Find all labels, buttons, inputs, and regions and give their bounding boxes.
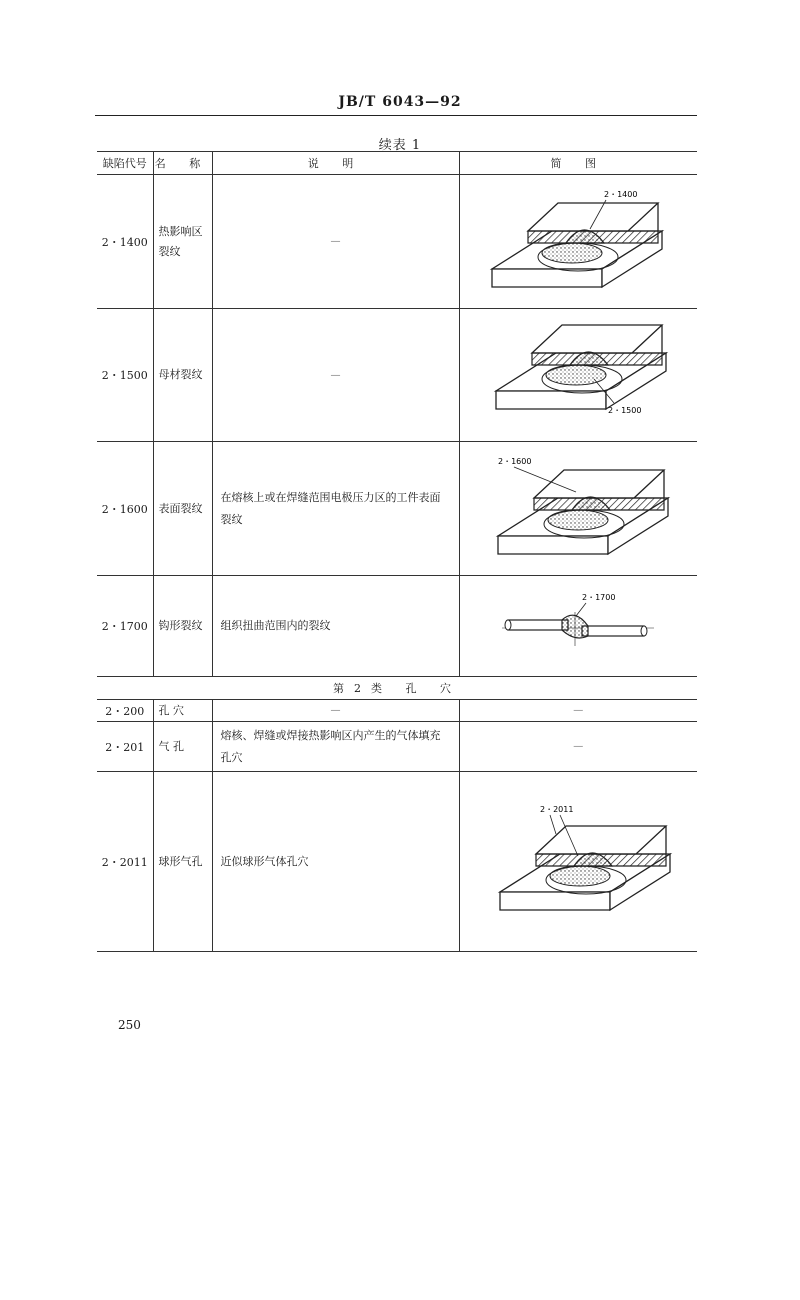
defect-description: 组织扭曲范围内的裂纹 (212, 576, 459, 677)
defect-code: 2・1600 (97, 442, 153, 576)
weld-sketch-image (478, 800, 678, 920)
table-row (97, 772, 697, 952)
header-rule (95, 115, 697, 116)
defect-sketch: — (459, 700, 697, 722)
defect-description: — (212, 700, 459, 722)
defect-sketch: — (459, 722, 697, 772)
defect-sketch (459, 175, 697, 309)
defect-description: 近似球形气体孔穴 (212, 772, 459, 952)
section-header-row (97, 677, 697, 700)
sketch-label: 2・2011 (540, 805, 574, 814)
defect-description: 熔核、焊缝或焊接热影响区内产生的气体填充孔穴 (212, 722, 459, 772)
table-row (97, 722, 697, 772)
defect-table (97, 151, 697, 952)
defect-code: 2・1700 (97, 576, 153, 677)
defect-description: 在熔核上或在焊缝范围电极压力区的工件表面裂纹 (212, 442, 459, 576)
defect-code: 2・201 (97, 722, 153, 772)
weld-sketch-image (478, 319, 678, 429)
defect-code: 2・1500 (97, 309, 153, 442)
column-header-desc: 说 明 (212, 152, 459, 175)
defect-sketch (459, 772, 697, 952)
defect-code: 2・200 (97, 700, 153, 722)
column-header-code: 缺陷代号 (97, 152, 153, 175)
defect-sketch (459, 309, 697, 442)
sketch-label: 2・1700 (582, 592, 616, 602)
defect-code: 2・1400 (97, 175, 153, 309)
column-header-sketch: 简 图 (459, 152, 697, 175)
defect-sketch (459, 576, 697, 677)
table-caption: 续表 1 (378, 138, 422, 153)
weld-sketch-image (478, 185, 678, 295)
defect-description: — (212, 175, 459, 309)
table-row (97, 175, 697, 309)
table-row (97, 309, 697, 442)
defect-name: 气 孔 (153, 722, 212, 772)
sketch-label: 2・1400 (604, 190, 638, 199)
sketch-label: 2・1600 (498, 457, 532, 466)
defect-name: 球形气孔 (153, 772, 212, 952)
table-row (97, 576, 697, 677)
standard-header: JB/T 6043—92 (338, 94, 462, 110)
defect-name: 母材裂纹 (153, 309, 212, 442)
table-row (97, 442, 697, 576)
column-header-name: 名 称 (153, 152, 212, 175)
table-row (97, 700, 697, 722)
section-title: 第2类 孔 穴 (97, 677, 697, 700)
defect-sketch (459, 442, 697, 576)
page-number: 250 (118, 1018, 141, 1032)
defect-description: — (212, 309, 459, 442)
defect-name: 钩形裂纹 (153, 576, 212, 677)
table-header-row (97, 152, 697, 175)
sketch-label: 2・1500 (608, 405, 642, 415)
defect-name: 表面裂纹 (153, 442, 212, 576)
defect-code: 2・2011 (97, 772, 153, 952)
hook-crack-sketch-image (478, 590, 678, 660)
weld-sketch-image (478, 452, 678, 562)
defect-name: 孔 穴 (153, 700, 212, 722)
defect-name: 热影响区裂纹 (153, 175, 212, 309)
